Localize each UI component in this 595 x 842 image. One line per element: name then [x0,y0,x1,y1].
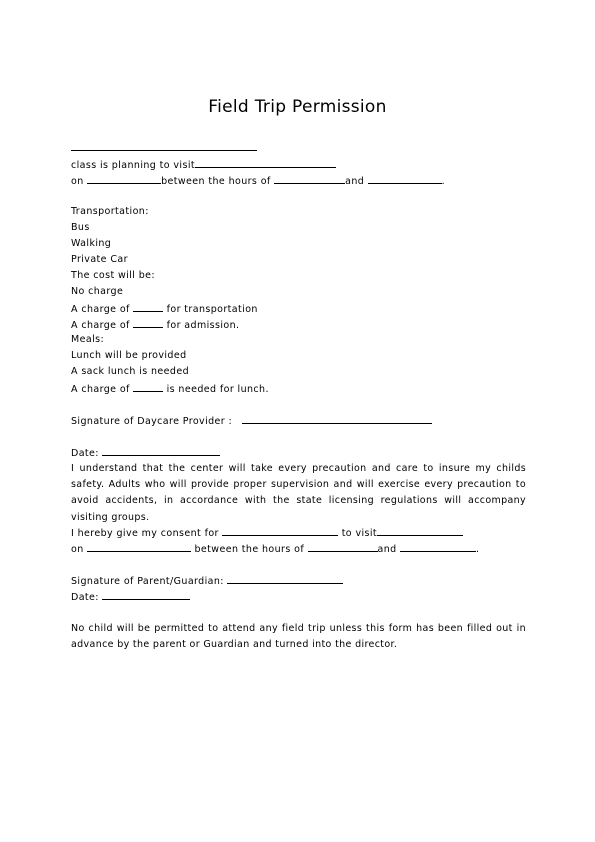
between-label: between the hours of [161,176,271,187]
provider-signature-label: Signature of Daycare Provider : [71,416,233,427]
charge-suffix: is needed for lunch. [166,384,269,395]
charge-suffix: for admission. [166,320,240,331]
provider-signature-blank[interactable] [242,414,432,424]
intro-line-1 [71,158,526,172]
understanding-paragraph: I understand that the center will take every precaution and care to insure my childs safety. Adults who will provide proper supervision and will exercise every precaution to avoid accidents, in accordance with the state licensing regulations will accompany visiting groups. [71,463,526,523]
transportation-heading: Transportation: [71,206,149,217]
transport-charge-blank[interactable] [133,302,163,312]
destination-blank[interactable] [195,158,336,168]
meals-charge-line [71,382,526,396]
page-title: Field Trip Permission [208,97,387,117]
period: . [441,176,446,187]
on-label: on [71,544,84,555]
transport-option-bus: Bus [71,222,90,233]
parent-signature-label: Signature of Parent/Guardian: [71,576,224,587]
provider-signature-line [71,414,526,428]
intro-text: class is planning to visit [71,160,195,171]
and-label: and [345,176,365,187]
cost-heading: The cost will be: [71,270,156,281]
intro-line-2 [71,174,526,188]
parent-signature-line [71,574,526,588]
consent-line-1 [71,526,526,540]
provider-date-line [71,446,526,460]
class-name-blank[interactable] [71,150,257,151]
transport-option-private-car: Private Car [71,254,128,265]
between-label: between the hours of [194,544,305,555]
to-visit-label: to visit [341,528,378,539]
start-time-blank[interactable] [274,174,345,184]
charge-prefix: A charge of [71,320,130,331]
on-label: on [71,176,84,187]
parent-date-line [71,590,526,604]
cost-transport-line [71,302,526,316]
cost-admission-line [71,318,526,332]
meals-heading: Meals: [71,334,105,345]
lunch-charge-blank[interactable] [133,382,163,392]
meals-provided: Lunch will be provided [71,350,187,361]
consent-date-blank[interactable] [87,542,191,552]
consent-prefix: I hereby give my consent for [71,528,219,539]
transport-option-walking: Walking [71,238,112,249]
admission-charge-blank[interactable] [133,318,163,328]
period: . [476,544,480,555]
end-time-blank[interactable] [368,174,442,184]
charge-suffix: for transportation [166,304,258,315]
parent-date-blank[interactable] [102,590,190,600]
charge-prefix: A charge of [71,304,130,315]
consent-start-time-blank[interactable] [308,542,378,552]
notice-paragraph: No child will be permitted to attend any field trip unless this form has been filled out in advance by the parent or Guardian and turned into the director. [71,623,526,651]
consent-line-2 [71,542,526,556]
date-label: Date: [71,592,99,603]
consent-destination-blank[interactable] [377,526,463,536]
charge-prefix: A charge of [71,384,130,395]
date-blank[interactable] [87,174,161,184]
parent-signature-blank[interactable] [227,574,343,584]
cost-no-charge: No charge [71,286,124,297]
consent-end-time-blank[interactable] [400,542,476,552]
date-label: Date: [71,448,99,459]
provider-date-blank[interactable] [102,446,220,456]
child-name-blank[interactable] [222,526,338,536]
and-label: and [377,544,397,555]
meals-sack-lunch: A sack lunch is needed [71,366,190,377]
